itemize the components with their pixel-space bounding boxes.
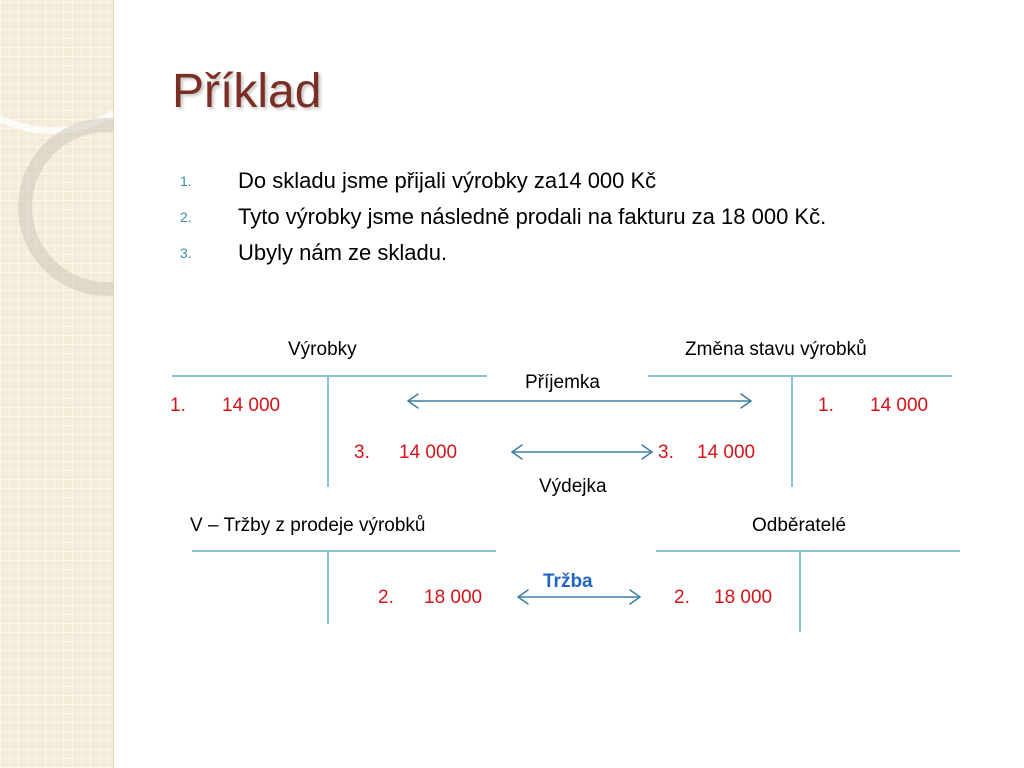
double-arrow-icon — [408, 394, 751, 408]
label-trzba: Tržba — [543, 571, 593, 592]
list-text: Ubyly nám ze skladu. — [238, 240, 448, 265]
account-title-zmena: Změna stavu výrobků — [685, 339, 867, 360]
entry-amount: 18 000 — [424, 587, 483, 608]
entry-amount: 18 000 — [714, 587, 773, 608]
list-number: 1. — [180, 173, 192, 189]
account-title-odberatele: Odběratelé — [752, 515, 847, 536]
entry-amount: 14 000 — [222, 395, 281, 416]
double-arrow-icon — [512, 445, 652, 459]
entry-amount: 14 000 — [697, 442, 756, 463]
account-title-vyrobky: Výrobky — [288, 339, 357, 360]
label-vydejka: Výdejka — [539, 476, 607, 497]
list-text: Tyto výrobky jsme následně prodali na fakturu za 18 000 Kč. — [238, 204, 827, 229]
entry-number: 1. — [818, 395, 834, 416]
account-title-trzby: V – Tržby z prodeje výrobků — [190, 515, 426, 536]
double-arrow-icon — [518, 590, 640, 604]
slide-title: Příklad — [172, 65, 322, 118]
list-number: 3. — [180, 245, 192, 261]
entry-amount: 14 000 — [870, 395, 929, 416]
list-text: Do skladu jsme přijali výrobky za14 000 Kč — [238, 168, 657, 193]
entry-number: 3. — [658, 442, 674, 463]
entry-number: 2. — [674, 587, 690, 608]
entry-number: 3. — [354, 442, 370, 463]
entry-amount: 14 000 — [399, 442, 458, 463]
label-prijemka: Příjemka — [525, 372, 600, 393]
entry-number: 2. — [378, 587, 394, 608]
entry-number: 1. — [170, 395, 186, 416]
list-number: 2. — [180, 209, 192, 225]
